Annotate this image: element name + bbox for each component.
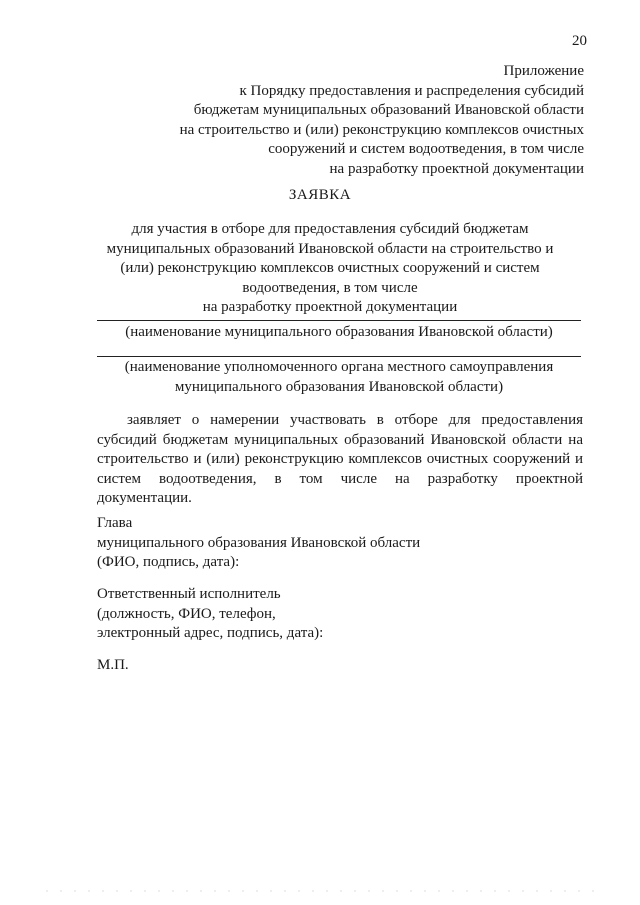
statement-line: систем водоотведения, в том числе на разработку проектной	[97, 470, 583, 487]
head-line: муниципального образования Ивановской области	[97, 534, 421, 551]
authority-name-blank	[97, 356, 581, 357]
stamp-place: М.П.	[97, 657, 129, 673]
appendix-line: бюджетам муниципальных образований Ивановской области	[193, 102, 584, 118]
appendix-line: Приложение	[503, 63, 584, 79]
purpose-line: водоотведения, в том числе	[242, 279, 418, 296]
application-purpose	[80, 220, 580, 318]
executor-signature-block	[97, 585, 577, 644]
appendix-line: сооружений и систем водоотведения, в том числе	[268, 141, 584, 157]
appendix-line: к Порядку предоставления и распределения субсидий	[239, 82, 584, 99]
authority-caption	[97, 358, 581, 397]
authority-caption-line: (наименование уполномоченного органа местного самоуправления	[124, 359, 554, 375]
head-signature-block	[97, 514, 577, 573]
purpose-line: для участия в отборе для предоставления субсидий бюджетам	[131, 221, 529, 237]
municipality-caption: (наименование муниципального образования Ивановской области)	[125, 324, 553, 340]
authority-caption-line: муниципального образования Ивановской области)	[174, 378, 504, 395]
scan-artifact	[40, 890, 600, 892]
head-line: Глава	[97, 515, 133, 531]
appendix-line: на разработку проектной документации	[329, 160, 584, 177]
municipality-name-blank	[97, 320, 581, 321]
statement-line: заявляет о намерении участвовать в отборе для предоставления	[127, 412, 583, 428]
statement-line: строительство и (или) реконструкцию комплексов очистных сооружений и	[97, 451, 583, 467]
executor-line: электронный адрес, подпись, дата):	[97, 625, 324, 641]
appendix-line: на строительство и (или) реконструкцию комплексов очистных	[179, 121, 584, 138]
statement-line: субсидий бюджетам муниципальных образований Ивановской области на	[97, 431, 583, 448]
appendix-header	[124, 62, 584, 179]
head-line: (ФИО, подпись, дата):	[97, 554, 240, 570]
purpose-line: на разработку проектной документации	[202, 299, 458, 315]
statement-paragraph	[97, 411, 583, 509]
document-title: ЗАЯВКА	[288, 187, 352, 203]
statement-line: документации.	[97, 490, 192, 506]
page-number: 20	[572, 33, 587, 49]
executor-line: (должность, ФИО, телефон,	[97, 605, 276, 622]
purpose-line: (или) реконструкцию комплексов очистных сооружений и систем	[120, 260, 540, 276]
executor-line: Ответственный исполнитель	[97, 586, 281, 602]
purpose-line: муниципальных образований Ивановской области на строительство и	[106, 240, 554, 257]
